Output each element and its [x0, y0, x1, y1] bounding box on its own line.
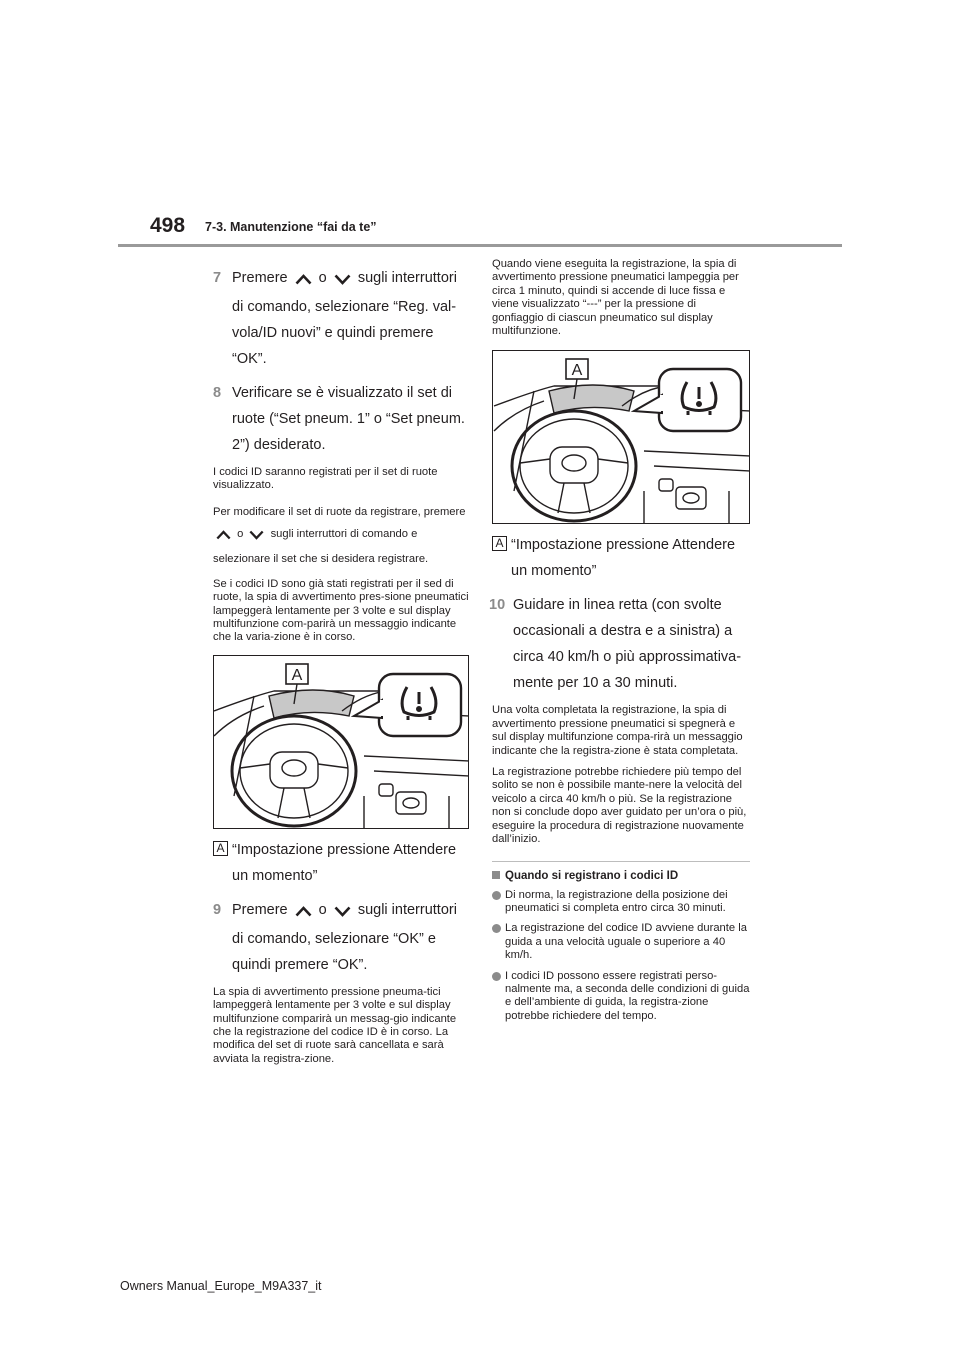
chevron-up-icon [216, 526, 231, 548]
dashboard-illustration [492, 350, 750, 524]
subheading-text: Quando si registrano i codici ID [505, 869, 679, 882]
bullet-icon [492, 924, 501, 933]
bullet-icon [492, 891, 501, 900]
header-rule [118, 244, 842, 247]
step-7 [213, 265, 469, 372]
step-9 [213, 897, 469, 978]
step-text-after: sugli interruttori di comando, selezionare “OK” e quindi premere “OK”. [232, 901, 457, 973]
left-column [213, 265, 469, 1074]
subheading [492, 870, 750, 882]
step-10 [489, 592, 750, 696]
list-item [492, 970, 750, 1024]
note-text-before: Per modificare il set di ruote da registrare, premere [213, 505, 466, 518]
step-text-conj: o [318, 901, 327, 918]
note-registration-longer: La registrazione potrebbe richiedere più tempo del solito se non è possibile mante-nere la velocità del veicolo a circa 40 km/h o più. Se la registrazione non si conclude dopo aver guidato per un’ora o più, eseguire la procedura di registrazione nuovamente dall’inizio. [492, 766, 747, 846]
step-number: 10 [489, 597, 506, 614]
note-registered-set: I codici ID saranno registrati per il set di ruote visualizzato. [213, 466, 438, 492]
step-number: 7 [213, 270, 222, 286]
chevron-up-icon [295, 268, 312, 294]
list-item [492, 922, 750, 962]
figure-label: A [291, 666, 303, 684]
step-text: Verificare se è visualizzato il set di ruote (“Set pneum. 1” o “Set pneum. 2”) desiderato. [232, 385, 465, 453]
caption-badge: A [213, 841, 228, 856]
list-item-text: La registrazione del codice ID avviene durante la guida a una velocità uguale o superiore a 40 km/h. [505, 922, 747, 962]
step-number: 9 [213, 901, 222, 918]
right-column [489, 258, 750, 1030]
section-title: 7-3. Manutenzione “fai da te” [205, 220, 377, 234]
step-text-before: Premere [232, 901, 288, 918]
steering-wheel-diagram [214, 656, 469, 829]
figure-caption [492, 532, 750, 584]
note-id-registration: La spia di avvertimento pressione pneuma-tici lampeggerà lentamente per 3 volte e sul display multifunzione comparirà un messag-gio indicante che la registrazione del codice ID è in corso. La modifica del set di ruote sarà cancellata e sarà avviata la registra-zione. [213, 985, 457, 1065]
note-text-conj: o [237, 527, 244, 540]
chevron-down-icon [334, 900, 351, 926]
note-text-after: sugli interruttori di comando e selezionare il set che si desidera registrare. [213, 527, 429, 565]
note-change-set [213, 501, 469, 570]
step-text-before: Premere [232, 270, 288, 286]
page-number: 498 [150, 214, 186, 237]
step-text-after: sugli interruttori di comando, selezionare “Reg. val-vola/ID nuovi” e quindi premere “OK”. [232, 270, 457, 367]
list-item [492, 889, 750, 916]
caption-text: “Impostazione pressione Attendere un momento” [232, 841, 457, 884]
bullet-icon [492, 972, 501, 981]
dashboard-illustration [213, 655, 469, 829]
chevron-down-icon [249, 526, 264, 548]
section-divider [492, 861, 750, 862]
figure-caption [213, 837, 469, 889]
square-bullet-icon [492, 871, 500, 879]
caption-badge: A [492, 536, 507, 551]
step-number: 8 [213, 385, 222, 401]
note-already-registered: Se i codici ID sono già stati registrati per il sed di ruote, la spia di avvertimento pres-sione pneumatici lampeggerà lentamente per 3 volte e sul display multifunzione com-parirà un messaggio indicante che la varia-zione è in corso. [213, 577, 469, 644]
steering-wheel-diagram [493, 351, 750, 524]
step-8 [213, 380, 469, 458]
chevron-up-icon [295, 900, 312, 926]
chevron-down-icon [334, 268, 351, 294]
note-registration-performed: Quando viene eseguita la registrazione, la spia di avvertimento pressione pneumatici lampeggia per circa 1 minuto, quindi si accende di luce fissa e viene visualizzato “---” per la pressione di gonfiaggio di ciascun pneumatico sul display multifunzione. [492, 258, 739, 338]
footer-text: Owners Manual_Europe_M9A337_it [120, 1279, 322, 1293]
step-text-conj: o [318, 270, 327, 286]
list-item-text: I codici ID possono essere registrati perso-nalmente ma, a seconda delle condizioni di guida e dell’ambiente di guida, la registra-zione potrebbe richiedere del tempo. [505, 969, 750, 1022]
step-text: Guidare in linea retta (con svolte occasionali a destra e a sinistra) a circa 40 km/h o più approssimativa-mente per 10 a 30 minuti. [513, 597, 742, 692]
note-registration-complete: Una volta completata la registrazione, la spia di avvertimento pressione pneumatici si spegnerà e sul display multifunzione compa-rirà un messaggio indicante che la registra-zione è stata completata. [492, 704, 743, 757]
list-item-text: Di norma, la registrazione della posizione dei pneumatici si completa entro circa 30 minuti. [505, 888, 728, 914]
caption-text: “Impostazione pressione Attendere un momento” [511, 537, 736, 580]
figure-label: A [571, 362, 583, 380]
